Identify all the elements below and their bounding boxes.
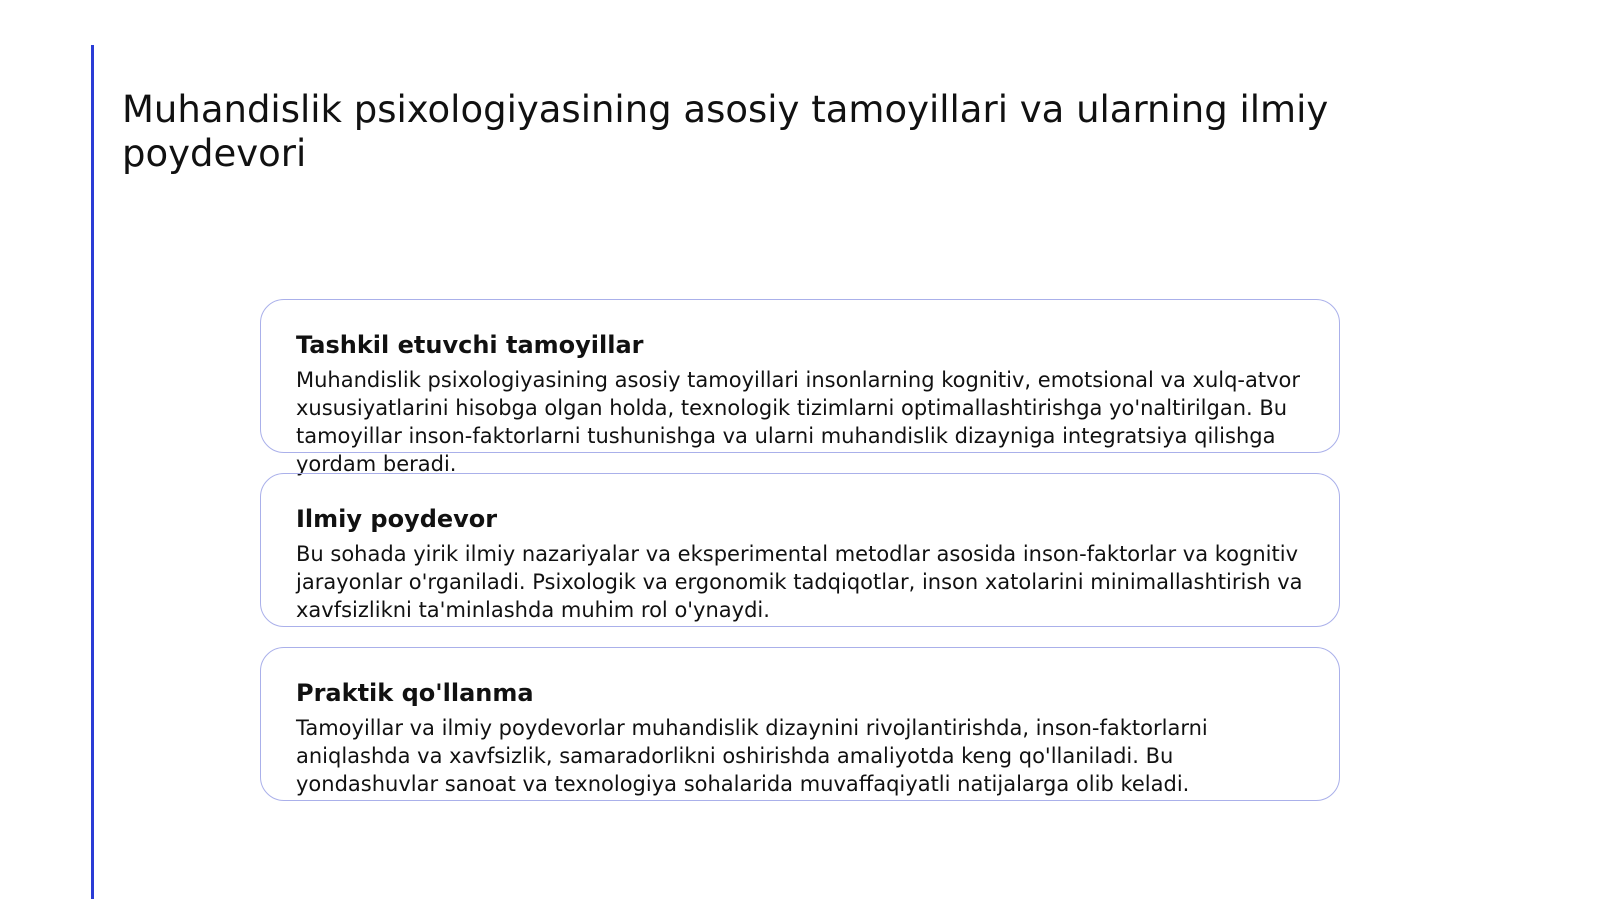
card-text: Muhandislik psixologiyasining asosiy tamoyillari insonlarning kognitiv, emotsional va xulq-atvor xususiyatlarini hisobga olgan holda, texnologik tizimlarni optimallashtirishga yo'naltirilgan. Bu tamoyillar inson-faktorlarni tushunishga va ularni muhandislik dizayniga integratsiya qilishga yordam beradi. — [296, 368, 1301, 476]
card-heading: Tashkil etuvchi tamoyillar — [296, 331, 644, 359]
slide-title: Muhandislik psixologiyasining asosiy tamoyillari va ularning ilmiy poydevori — [122, 88, 1329, 175]
card-scientific-foundation — [260, 473, 1340, 627]
card-organizing-principles — [260, 299, 1340, 476]
accent-bar — [91, 45, 94, 899]
card-text: Tamoyillar va ilmiy poydevorlar muhandislik dizaynini rivojlantirishda, inson-faktorlarni aniqlashda va xavfsizlik, samaradorlikni oshirishda amaliyotda keng qo'llaniladi. Bu yondashuvlar sanoat va texnologiya sohalarida muvaffaqiyatli natijalarga olib keladi. — [296, 716, 1208, 796]
card-practical-guide — [260, 647, 1340, 801]
card-heading: Praktik qo'llanma — [296, 679, 534, 707]
card-text: Bu sohada yirik ilmiy nazariyalar va eksperimental metodlar asosida inson-faktorlar va kognitiv jarayonlar o'rganiladi. Psixologik va ergonomik tadqiqotlar, inson xatolarini minimallashtirish va xavfsizlikni ta'minlashda muhim rol o'ynaydi. — [296, 542, 1303, 622]
card-heading: Ilmiy poydevor — [296, 505, 498, 533]
